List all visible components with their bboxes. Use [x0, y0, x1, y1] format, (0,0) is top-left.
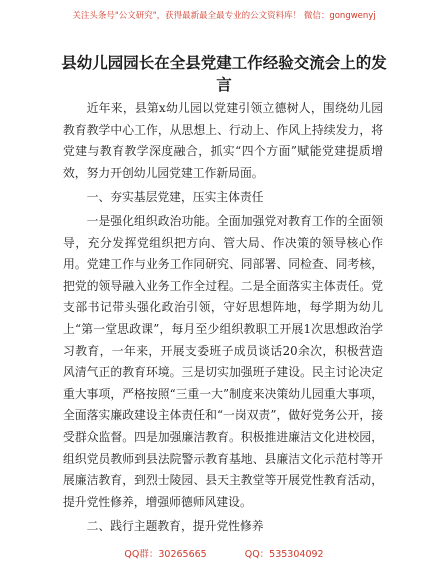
document-body: [63, 98, 383, 540]
footer-qq: QQ：535304092: [244, 549, 324, 560]
section-heading-1: 一、夯实基层党建，压实主体责任: [86, 189, 264, 204]
section-heading-2: 二、践行主题教育，提升党性修养: [86, 518, 264, 533]
footer-qq-group: QQ群：30265665: [124, 549, 207, 560]
section-1-paragraph: 一是强化组织政治功能。全面加强党对教育工作的全面领导，充分发挥党组织把方向、管大局、作决策的领导核心作用。党建工作与业务工作同研究、同部署、同检查、同考核，把党的领导融入业务工作全过程。二是全面落实主体责任。党支部书记带头强化政治引领，守好思想阵地，每学期为幼儿上“第一堂思政课”，每月至少组织教职工开展1次思想政治学习教育，一年来，开展支委班子成员谈话20余次，积极营造风清气正的教育环境。三是切实加强班子建设。民主讨论决定重大事项，严格按照“三重一大”制度来决策幼儿园重大事项，全面落实廉政建设主体责任和“一岗双责”，做好党务公开，接受群众监督。四是加强廉洁教育。积极推进廉洁文化进校园，组织党员教师到县法院警示教育基地、县廉洁文化示范村等开展廉洁教育，到烈士陵园、县天主教堂等开展党性教育活动，提升党性修养，增强师德师风建设。: [63, 213, 383, 509]
header-note: 关注头条号"公文研究"，获得最新最全最专业的公文资料库！ 微信：gongwenyj: [72, 11, 376, 21]
document-title: 县幼儿园园长在全县党建工作经验交流会上的发言: [61, 54, 387, 94]
intro-paragraph: 近年来，县第x幼儿园以党建引领立德树人，围绕幼儿园教育教学中心工作，从思想上、行动上、作风上持续发力，将党建与教育教学深度融合，抓实“四个方面”赋能党建提质增效，努力开创幼儿园党建工作新局面。: [63, 101, 383, 180]
footer-contact: [0, 546, 448, 560]
